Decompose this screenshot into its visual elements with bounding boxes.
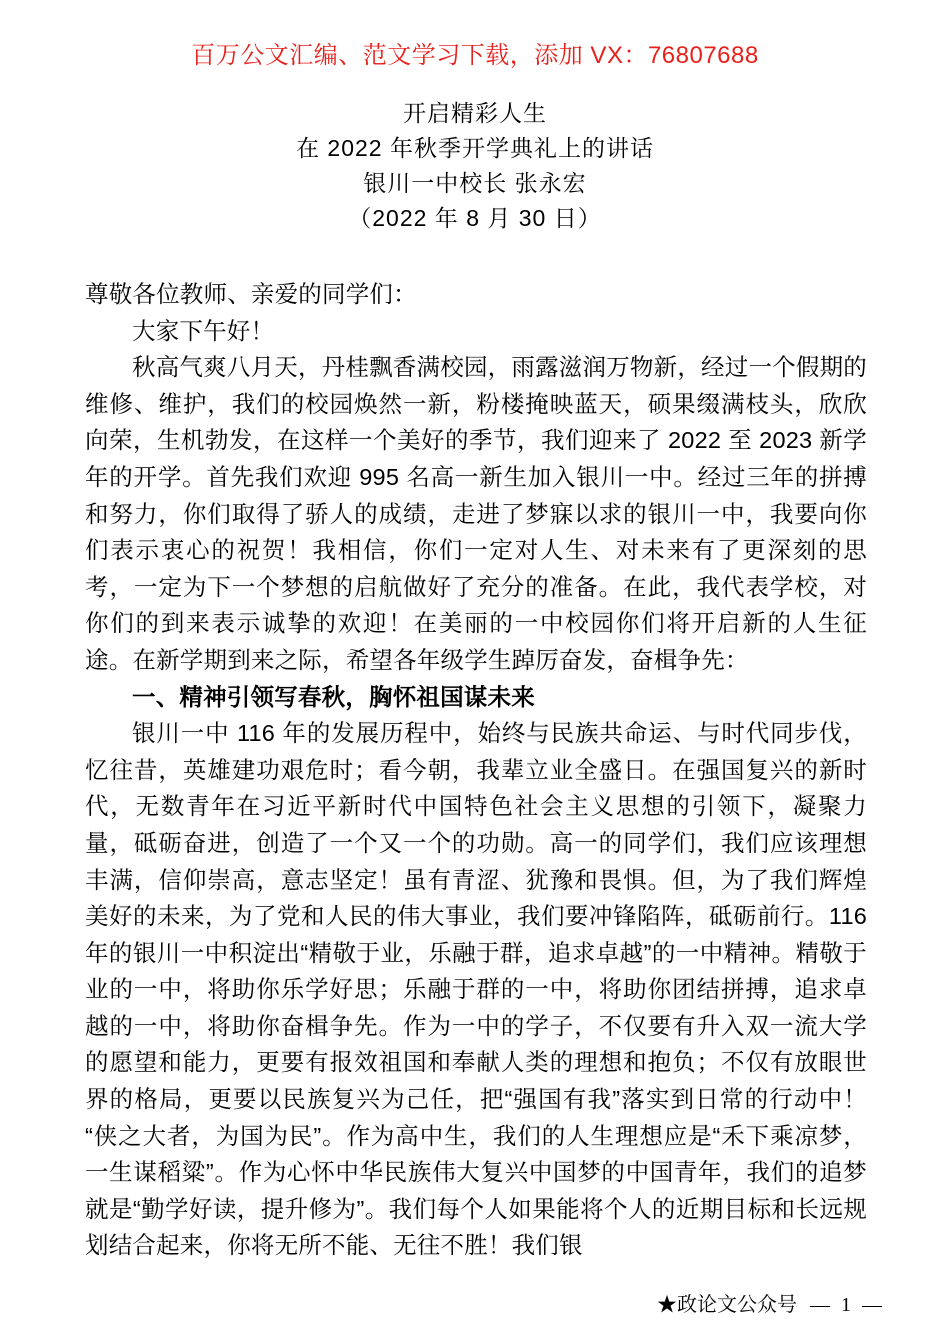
opening-paragraph: 秋高气爽八月天，丹桂飘香满校园，雨露滋润万物新，经过一个假期的维修、维护，我们的校园焕然一新，粉楼掩映蓝天，硕果缀满枝头，欣欣向荣，生机勃发，在这样一个美好的季节，我们迎来了 2022 至 2023 新学年的开学。首先我们欢迎 995 名高一新生加入银川一中。经过三年的拼搏和努力，你们取得了骄人的成绩，走进了梦寐以求的银川一中，我要向你们表示衷心的祝贺！我相信，你们一定对人生、对未来有了更深刻的思考，一定为下一个梦想的启航做好了充分的准备。在此，我代表学校，对你们的到来表示诚挚的欢迎！在美丽的一中校园你们将开启新的人生征途。在新学期到来之际，希望各年级学生踔厉奋发，奋楫争先： [85, 354, 867, 673]
section-one-paragraph: 银川一中 116 年的发展历程中，始终与民族共命运、与时代同步伐，忆往昔，英雄建功艰危时；看今朝，我辈立业全盛日。在强国复兴的新时代，无数青年在习近平新时代中国特色社会主义思想的引领下，凝聚力量，砥砺奋进，创造了一个又一个的功勋。高一的同学们，我们应该理想丰满，信仰崇高，意志坚定！虽有青涩、犹豫和畏惧。但，为了我们辉煌美好的未来，为了党和人民的伟大事业，我们要冲锋陷阵，砥砺前行。116 年的银川一中积淀出“精敬于业，乐融于群，追求卓越”的一中精神。精敬于业的一中，将助你乐学好思；乐融于群的一中，将助你团结拼搏，追求卓越的一中，将助你奋楫争先。作为一中的学子，不仅要有升入双一流大学的愿望和能力，更要有报效祖国和奉献人类的理想和抱负；不仅有放眼世界的格局，更要以民族复兴为己任，把“强国有我”落实到日常的行动中！“侠之大者，为国为民”。作为高中生，我们的人生理想应是“禾下乘凉梦，一生谋稻粱”。作为心怀中华民族伟大复兴中国梦的中国青年，我们的追梦就是“勤学好读，提升修为”。我们每个人如果能将个人的近期目标和长远规划结合起来，你将无所不能、无往不胜！我们银 [85, 720, 867, 1259]
salutation-paragraph: 尊敬各位教师、亲爱的同学们： [85, 281, 417, 307]
title-line-main: 开启精彩人生 [403, 100, 547, 126]
title-line-speaker: 银川一中校长 张永宏 [363, 170, 587, 196]
title-line-occasion: 在 2022 年秋季开学典礼上的讲话 [296, 135, 654, 161]
footer-page-number: — 1 — [810, 1294, 885, 1316]
page-footer [0, 1292, 950, 1318]
section-heading-one: 一、精神引领写春秋，胸怀祖国谋未来 [132, 683, 535, 710]
document-body [85, 276, 867, 1264]
title-line-date: （2022 年 8 月 30 日） [348, 205, 602, 231]
promo-watermark-banner: 百万公文汇编、范文学习下载，添加 VX：76807688 [191, 42, 759, 69]
greeting-paragraph: 大家下午好！ [132, 317, 275, 344]
document-title-block [0, 96, 950, 236]
footer-brand-label: ★政论文公众号 [657, 1294, 797, 1316]
